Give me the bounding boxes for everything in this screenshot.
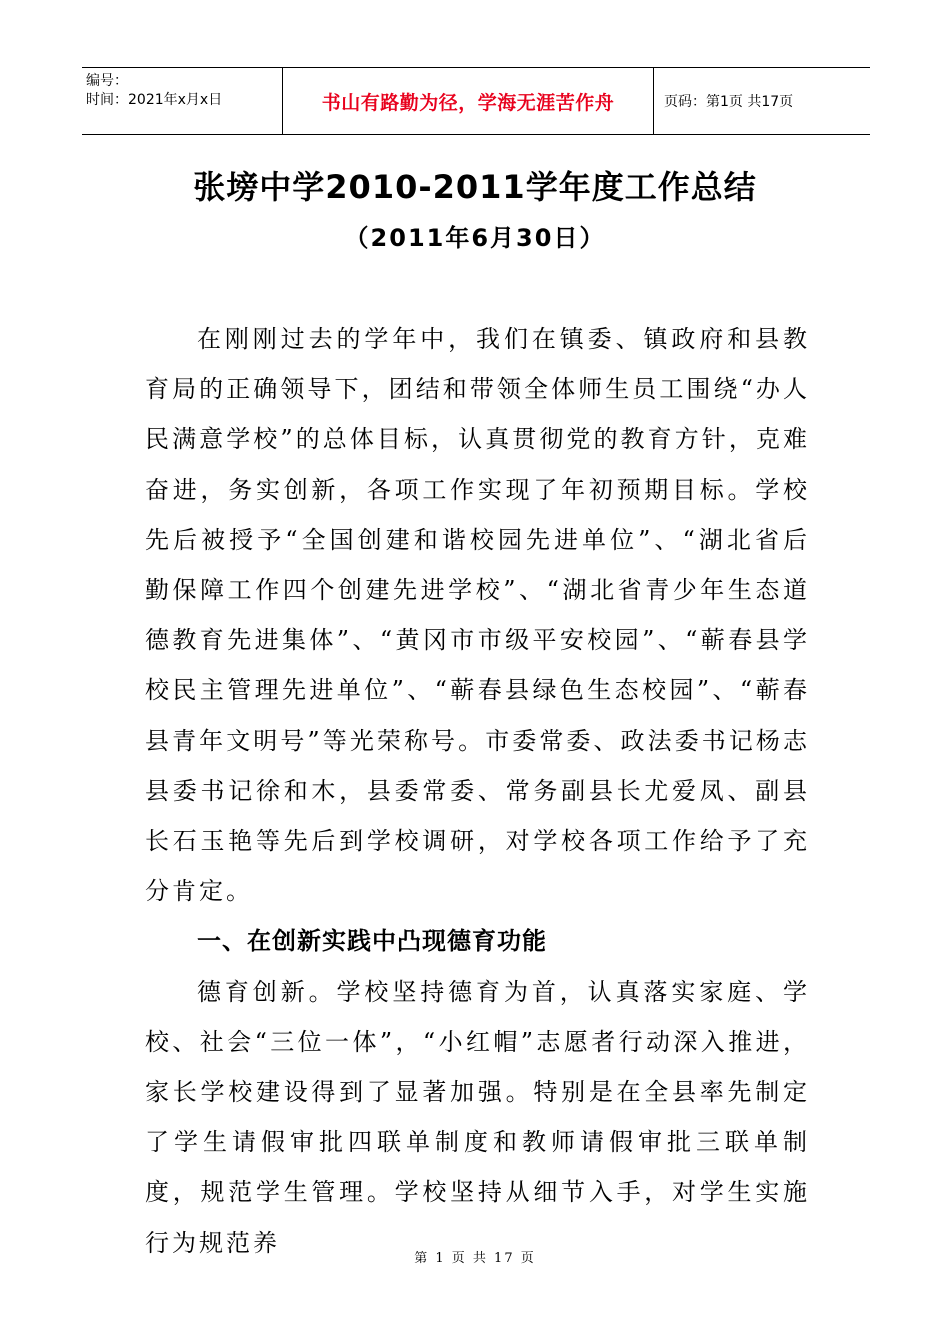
document-title: 张塝中学2010-2011学年度工作总结 [193, 168, 757, 206]
document-header [82, 67, 870, 135]
header-number-label: 编号： [86, 73, 128, 89]
document-date: （2011年6月30日） [344, 224, 606, 252]
section-paragraph: 德育创新。学校坚持德育为首，认真落实家庭、学校、社会“三位一体”，“小红帽”志愿者行动深入推进，家长学校建设得到了显著加强。特别是在全县率先制定了学生请假审批四联单制度和教师请假审批三联单制度，规范学生管理。学校坚持从细节入手，对学生实施行为规范养 [145, 977, 810, 1257]
header-meta [82, 68, 282, 134]
header-motto: 书山有路勤为径，学海无涯苦作舟 [282, 68, 654, 134]
intro-paragraph: 在刚刚过去的学年中，我们在镇委、镇政府和县教育局的正确领导下，团结和带领全体师生员工围绕“办人民满意学校”的总体目标，认真贯彻党的教育方针，克难奋进，务实创新，各项工作实现了年初预期目标。学校先后被授予“全国创建和谐校园先进单位”、“湖北省后勤保障工作四个创建先进学校”、“湖北省青少年生态道德教育先进集体”、“黄冈市市级平安校园”、“蕲春县学校民主管理先进单位”、“蕲春县绿色生态校园”、“蕲春县青年文明号”等光荣称号。市委常委、政法委书记杨志县委书记徐和木，县委常委、常务副县长尤爱凤、副县长石玉艳等先后到学校调研，对学校各项工作给予了充分肯定。 [145, 325, 810, 906]
header-time-label: 时间：2021年x月x日 [86, 92, 223, 108]
document-body [145, 314, 810, 1268]
section-heading: 一、在创新实践中凸现德育功能 [197, 927, 547, 956]
page-footer: 第 1 页 共 17 页 [414, 1251, 536, 1266]
header-page-info: 页码：第1页 共17页 [664, 94, 794, 110]
